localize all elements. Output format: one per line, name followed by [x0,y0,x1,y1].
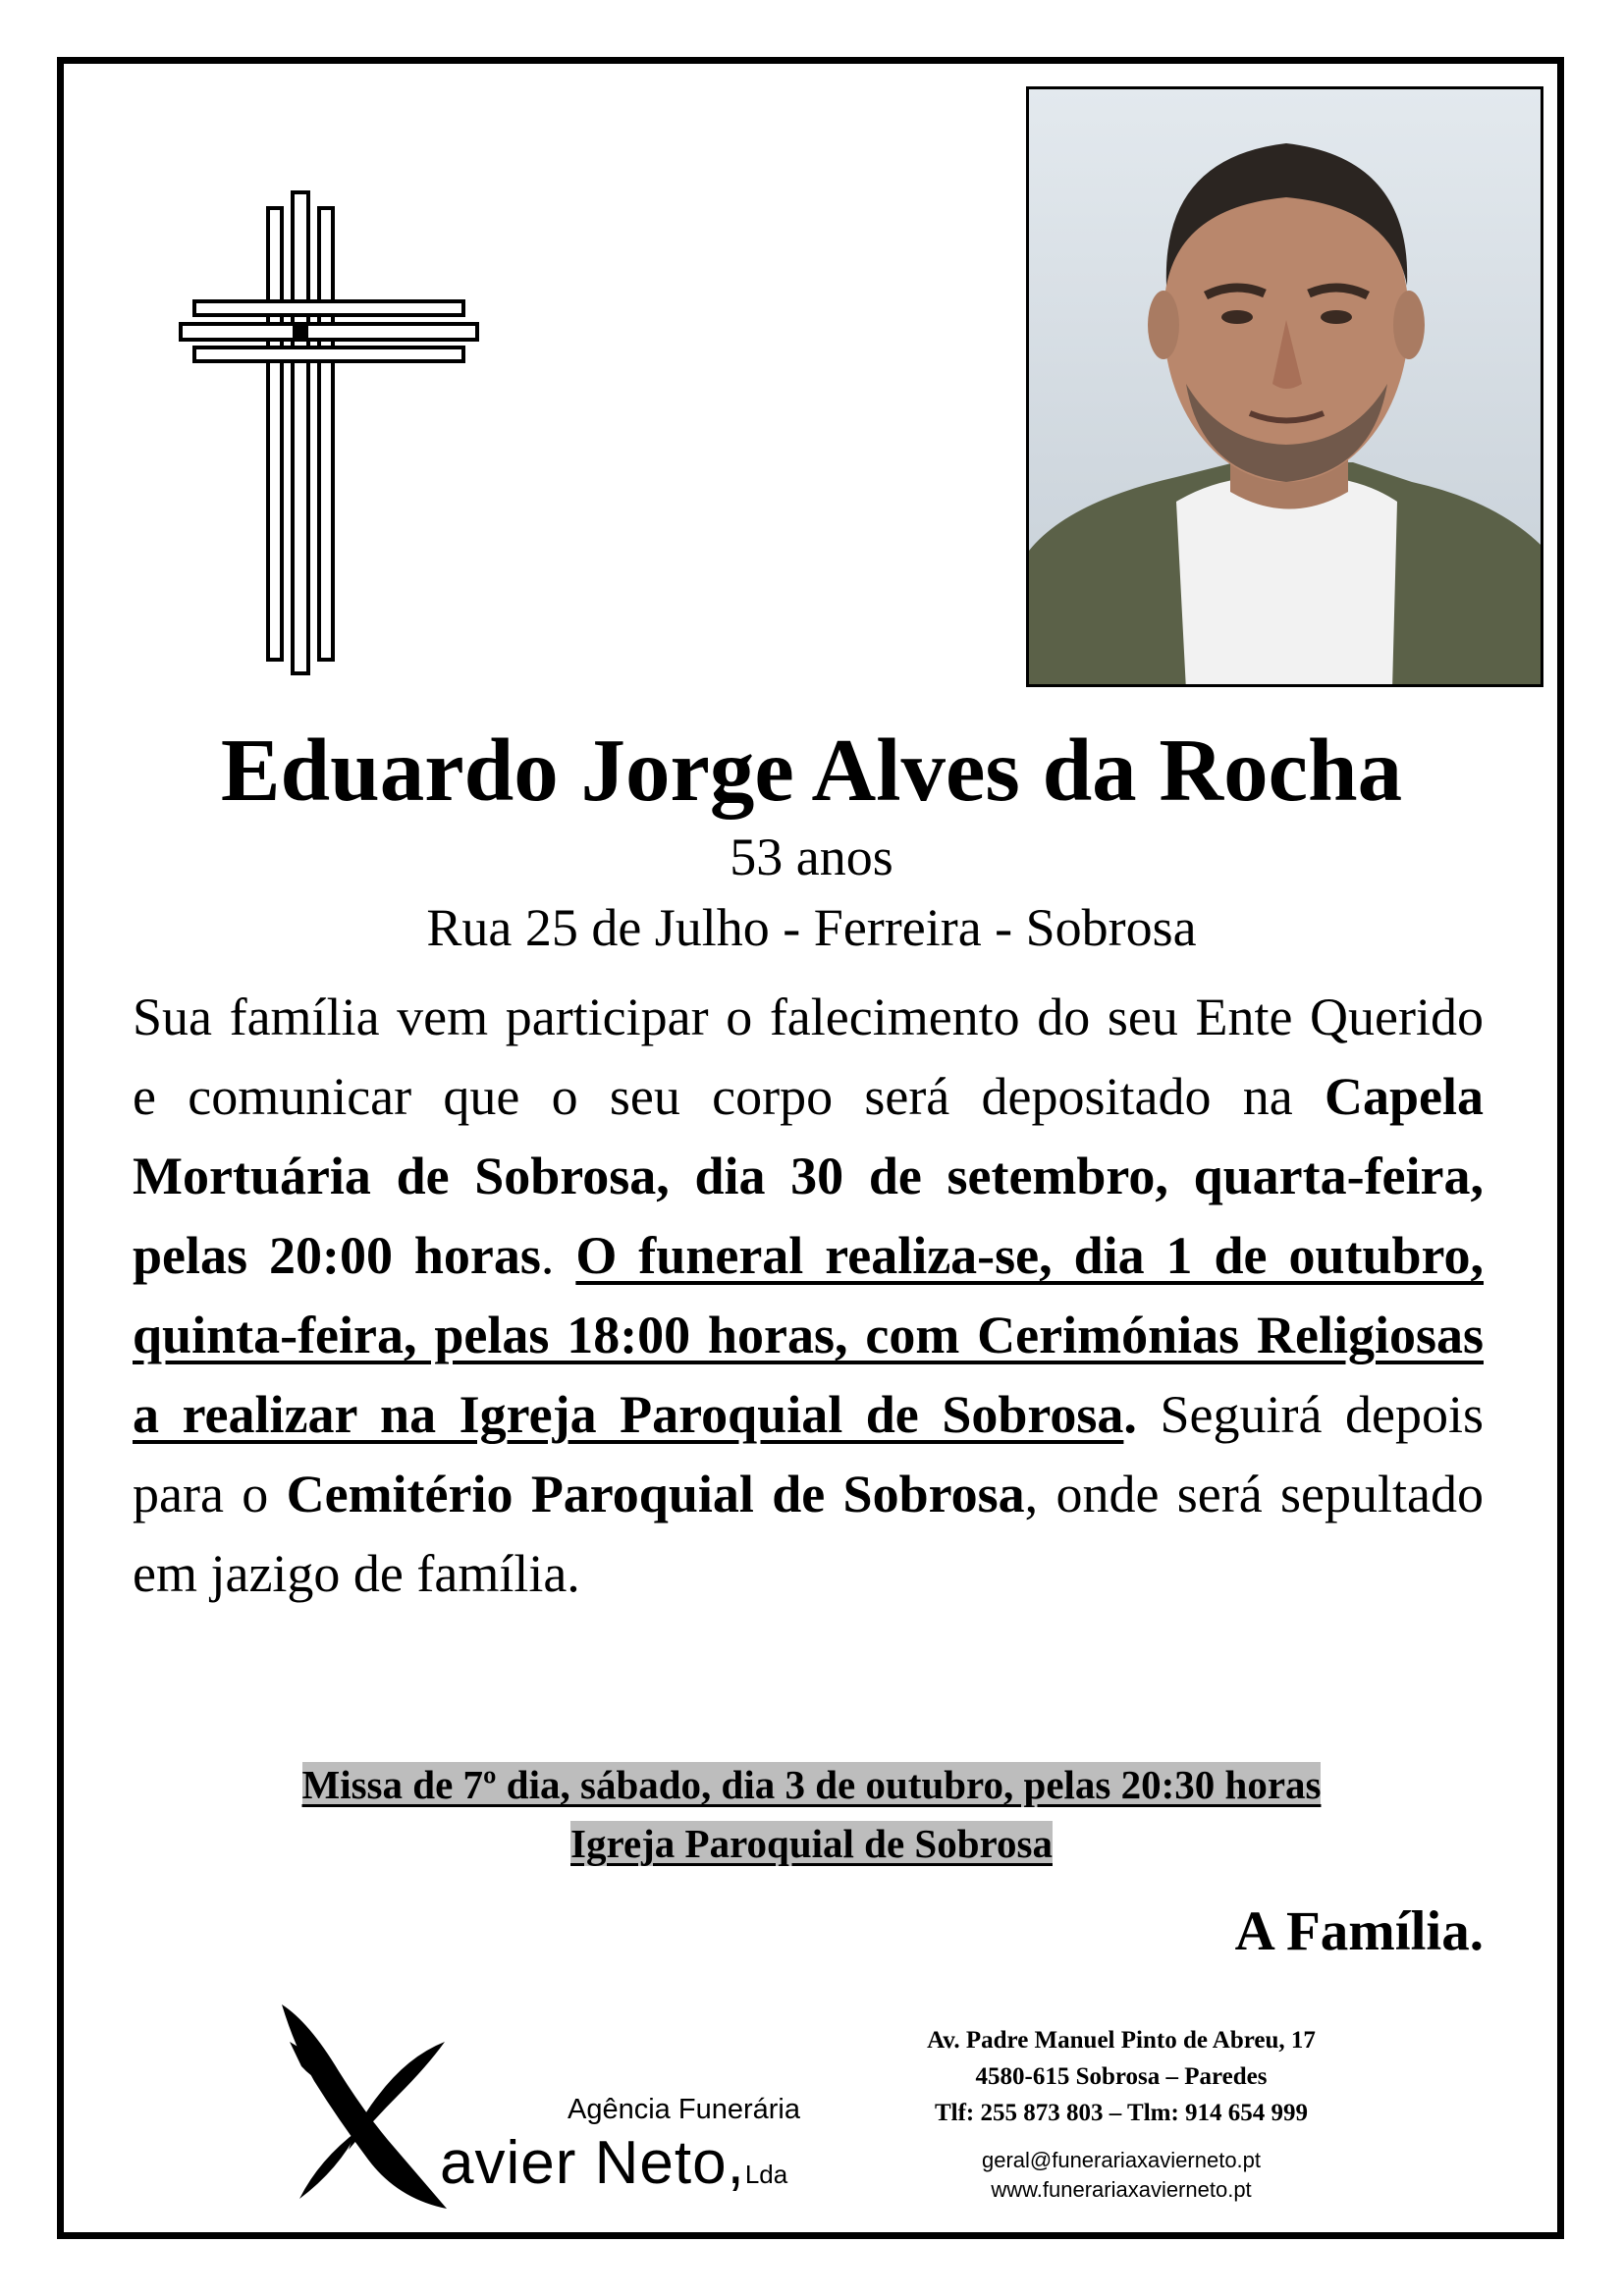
text-burial: , onde será sepultado em jazigo de família. [133,1465,1485,1603]
x-logo-icon [280,2002,452,2209]
text-period-bold: . [1123,1385,1137,1444]
text-then: Seguirá depois para o [133,1385,1484,1523]
agency-contact [866,2022,1377,2131]
text-wake-details: Capela Mortuária de Sobrosa, dia 30 de setembro, quarta-feira, pelas 20:00 horas [133,1067,1484,1285]
age: 53 anos [730,828,893,886]
agency-subtitle: Agência Funerária [568,2094,800,2125]
mass-date: Missa de 7º dia, sábado, dia 3 de outubro, pelas 20:30 horas [301,1762,1322,1807]
mass-notice [0,1755,1623,1873]
text-cemetery: Cemitério Paroquial de Sobrosa [286,1465,1025,1523]
agency-phones: Tlf: 255 873 803 – Tlm: 914 654 999 [934,2100,1309,2126]
announcement-text [133,978,1484,1614]
mass-location: Igreja Paroquial de Sobrosa [570,1821,1053,1866]
agency-address-line2: 4580-615 Sobrosa – Paredes [975,2063,1268,2090]
deceased-name: Eduardo Jorge Alves da Rocha [220,721,1403,820]
text-intro: Sua família vem participar o falecimento do seu Ente Querido e comunicar que o seu corpo será depositado na [133,988,1484,1126]
text-funeral-details: O funeral realiza-se, dia 1 de outubro, quinta-feira, pelas 18:00 horas, com Cerimónias Religiosas a realizar na Igreja Paroquial de Sobrosa [133,1226,1485,1444]
agency-web [866,2146,1377,2205]
agency-name-text: avier Neto, [440,2129,745,2197]
text-period: . [540,1226,576,1285]
agency-website: www.funerariaxavierneto.pt [991,2177,1252,2202]
agency-email: geral@funerariaxavierneto.pt [981,2148,1262,2172]
agency-address-line1: Av. Padre Manuel Pinto de Abreu, 17 [927,2027,1316,2054]
agency-suffix: Lda [744,2160,788,2189]
agency-name [440,2128,787,2198]
address: Rua 25 de Julho - Ferreira - Sobrosa [426,898,1197,957]
signoff: A Família. [1234,1900,1484,1962]
cross-icon [177,165,481,685]
portrait-photo [1026,86,1543,687]
